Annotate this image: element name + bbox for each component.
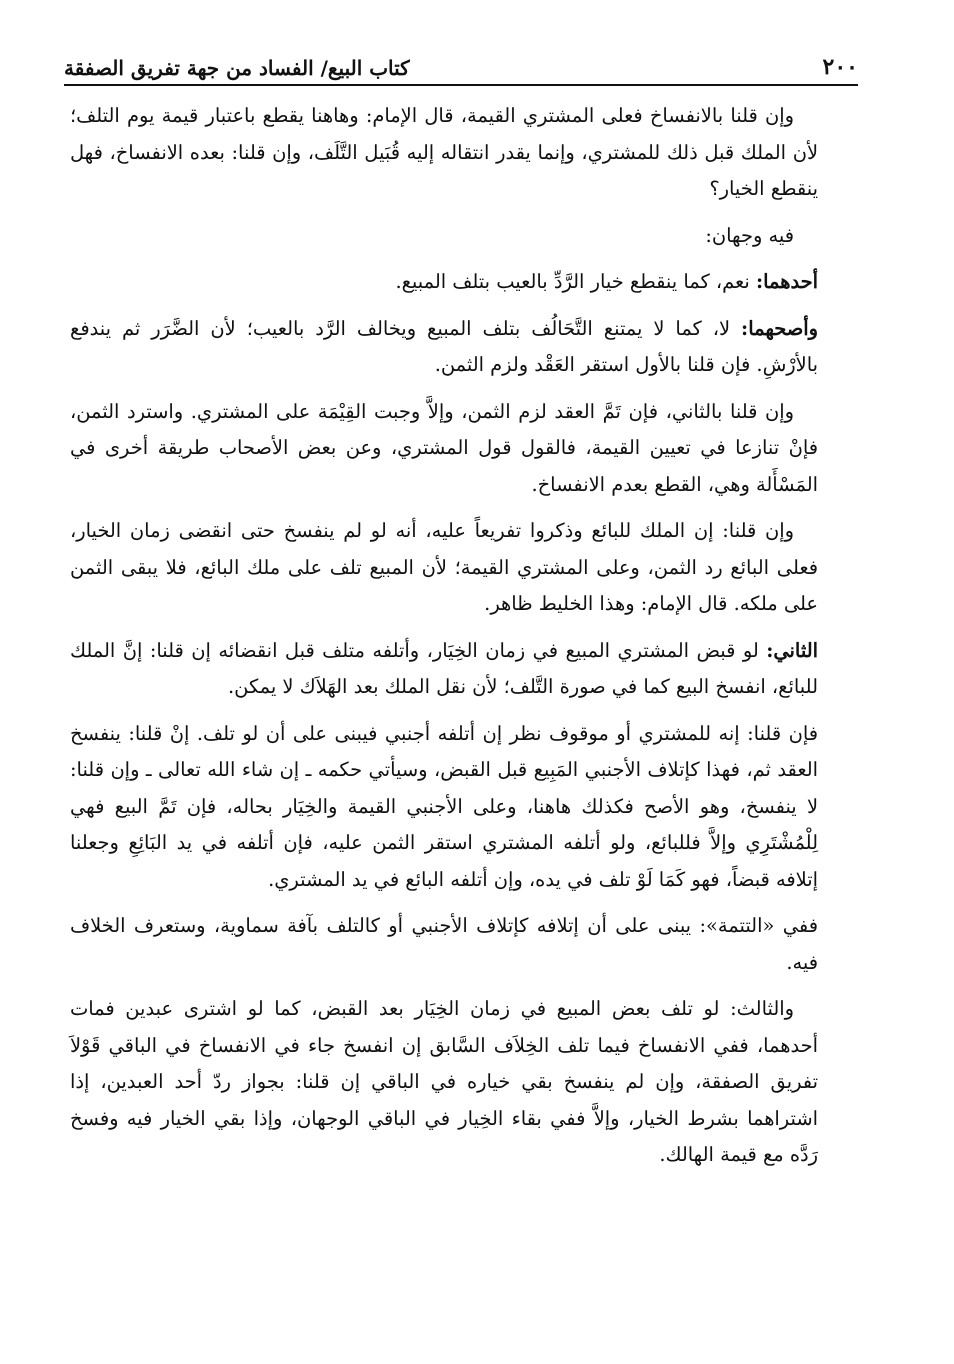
paragraph-text: لا، كما لا يمتنع التَّحَالُف بتلف المبيع ويخالف الرَّد بالعيب؛ لأن الضَّرَر ثم يندفع بالأرْشِ. فإن قلنا بالأول استقر العَقْد ولزم الثمن. [70,316,818,376]
paragraph-10 [70,991,818,1174]
paragraph-text: فيه وجهان: [705,223,794,247]
paragraph-text: لو قبض المشتري المبيع في زمان الخِيَار، وأتلفه متلف قبل انقضائه إن قلنا: إنَّ الملك للبائع، انفسخ البيع كما في صورة التَّلف؛ لأن نقل الملك بعد الهَلاَك لا يمكن. [70,638,818,698]
page-number: ٢٠٠ [822,54,858,80]
paragraph-5 [70,394,818,504]
paragraph-text: وإن قلنا بالانفساخ فعلى المشتري القيمة، قال الإمام: وهاهنا يقطع باعتبار قيمة يوم التلف؛ لأن الملك قبل ذلك للمشتري، وإنما يقدر انتقاله إليه قُبَيل التَّلَف، وإن قلنا: بعده الانفساخ، فهل ينقطع الخيار؟ [70,104,818,200]
paragraph-lead-term: وأصحهما: [741,316,818,340]
chapter-title: كتاب البيع/ الفساد من جهة تفريق الصفقة [64,56,410,80]
paragraph-7 [70,633,818,706]
paragraph-text: ففي «التتمة»: يبنى على أن إتلافه كإتلاف الأجنبي أو كالتلف بآفة سماوية، وستعرف الخلاف فيه. [70,914,818,974]
running-header [64,40,858,86]
paragraph-9 [70,908,818,981]
paragraph-1 [70,98,818,208]
paragraph-text: والثالث: لو تلف بعض المبيع في زمان الخِيَار بعد القبض، كما لو اشترى عبدين فمات أحدهما، ففي الانفساخ فيما تلف الخِلاَف السَّابق إن انفسخ جاء في الانفساخ في الباقي قَوْلاَ تفريق الصفقة، وإن لم ينفسخ بقي خياره في الباقي إن قلنا: بجواز ردّ أحد العبدين، إذا اشتراهما بشرط الخيار، وإلاَّ ففي بقاء الخِيار في الباقي الوجهان، وإذا بقي الخيار فيه وفسخ رَدَّه مع قيمة الهالك. [70,997,818,1166]
paragraph-6 [70,513,818,623]
paragraph-3 [70,264,818,301]
paragraph-text: وإن قلنا: إن الملك للبائع وذكروا تفريعاً عليه، أنه لو لم ينفسخ حتى انقضى زمان الخيار، فعلى البائع رد الثمن، وعلى المشتري القيمة؛ لأن المبيع تلف على ملك البائع، فلا يبقى الثمن على ملكه. قال الإمام: وهذا الخليط ظاهر. [70,519,818,615]
paragraph-lead-term: الثاني: [766,638,818,662]
paragraph-text: وإن قلنا بالثاني، فإن تَمَّ العقد لزم الثمن، وإلاَّ وجبت القِيْمَة على المشتري. واسترد الثمن، فإنْ تنازعا في تعيين القيمة، فالقول قول المشتري، وعن بعض الأصحاب طريقة أخرى في المَسْأَلة وهي، القطع بعدم الانفساخ. [70,399,818,496]
paragraph-4 [70,311,818,384]
paragraph-text: نعم، كما ينقطع خيار الرَّدِّ بالعيب بتلف المبيع. [395,270,756,293]
paragraph-8 [70,716,818,899]
paragraph-lead-term: أحدهما: [755,270,818,293]
paragraph-text: فإن قلنا: إنه للمشتري أو موقوف نظر إن أتلفه أجنبي فيبنى على أن لو تلف. إنْ قلنا: ينفسخ العقد ثم، فهذا كإتلاف الأجنبي المَبِيع قبل القبض، وسيأتي حكمه ـ إن شاء الله تعالى ـ وإن قلنا: لا ينفسخ، وهو الأصح فكذلك هاهنا، وعلى الأجنبي القيمة والخِيَار بحاله، فإن تَمَّ البيع فهي لِلْمُشْتَرِي وإلاَّ فللبائع، ولو أتلفه المشتري استقر الثمن عليه، فإن أتلفه في يد البَائِعِ وجعلنا إتلافه قبضاً، فهو كَمَا لَوْ تلف في يده، وإن أتلفه البائع في يد المشتري. [70,721,818,891]
body-text [70,98,818,1184]
paragraph-2 [70,218,818,255]
